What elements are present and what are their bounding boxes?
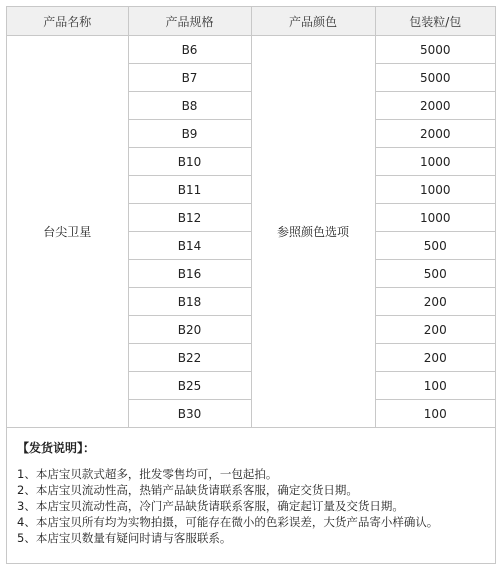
table-row — [7, 36, 495, 64]
note-line: 4、本店宝贝所有均为实物拍摄，可能存在微小的色彩误差，大货产品寄小样确认。 — [17, 515, 439, 529]
header-product-spec: 产品规格 — [128, 7, 251, 36]
note-line: 2、本店宝贝流动性高，热销产品缺货请联系客服，确定交货日期。 — [17, 483, 358, 497]
spec-cell: B8 — [128, 92, 251, 120]
qty-cell: 2000 — [375, 92, 495, 120]
qty-cell: 100 — [375, 400, 495, 428]
table-header-row — [7, 7, 495, 36]
qty-cell: 2000 — [375, 120, 495, 148]
product-name-cell: 台尖卫星 — [7, 36, 128, 428]
shipping-notes — [7, 428, 495, 546]
spec-cell: B16 — [128, 260, 251, 288]
spec-cell: B30 — [128, 400, 251, 428]
qty-cell: 100 — [375, 372, 495, 400]
spec-cell: B7 — [128, 64, 251, 92]
spec-cell: B11 — [128, 176, 251, 204]
spec-cell: B6 — [128, 36, 251, 64]
qty-cell: 5000 — [375, 36, 495, 64]
qty-cell: 500 — [375, 260, 495, 288]
qty-cell: 500 — [375, 232, 495, 260]
qty-cell: 200 — [375, 288, 495, 316]
header-product-name: 产品名称 — [7, 7, 128, 36]
notes-title: 【发货说明】： — [17, 441, 96, 455]
spec-cell: B18 — [128, 288, 251, 316]
header-product-color: 产品颜色 — [251, 7, 375, 36]
spec-cell: B22 — [128, 344, 251, 372]
product-spec-sheet — [6, 6, 496, 564]
qty-cell: 200 — [375, 344, 495, 372]
spec-cell: B12 — [128, 204, 251, 232]
qty-cell: 5000 — [375, 64, 495, 92]
qty-cell: 1000 — [375, 176, 495, 204]
spec-table — [7, 7, 495, 428]
spec-cell: B10 — [128, 148, 251, 176]
product-color-cell: 参照颜色选项 — [251, 36, 375, 428]
note-line: 3、本店宝贝流动性高，冷门产品缺货请联系客服，确定起订量及交货日期。 — [17, 499, 404, 513]
spec-cell: B9 — [128, 120, 251, 148]
spec-table-body — [7, 36, 495, 428]
qty-cell: 1000 — [375, 148, 495, 176]
spec-cell: B25 — [128, 372, 251, 400]
note-line: 1、本店宝贝款式超多，批发零售均可，一包起拍。 — [17, 467, 278, 481]
qty-cell: 1000 — [375, 204, 495, 232]
spec-cell: B14 — [128, 232, 251, 260]
qty-cell: 200 — [375, 316, 495, 344]
header-pack-qty: 包装粒/包 — [375, 7, 495, 36]
spec-cell: B20 — [128, 316, 251, 344]
note-line: 5、本店宝贝数量有疑问时请与客服联系。 — [17, 531, 232, 545]
